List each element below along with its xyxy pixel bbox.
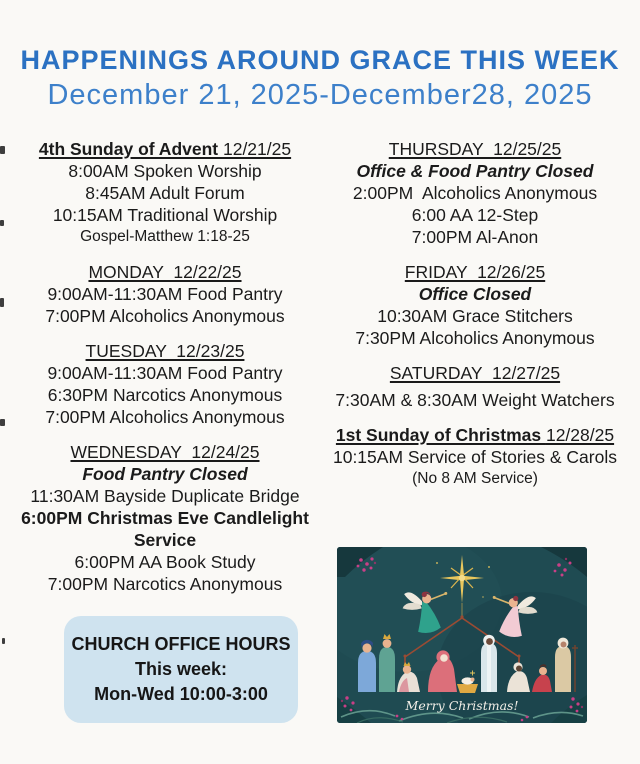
day-block-tuesday — [10, 340, 320, 428]
nativity-scene — [337, 547, 587, 723]
day-date: 12/21/25 — [222, 139, 292, 159]
office-hours-box — [64, 616, 298, 723]
office-hours-title: CHURCH OFFICE HOURS — [71, 634, 291, 654]
schedule-line: 8:45AM Adult Forum — [85, 183, 245, 203]
schedule-line: 9:00AM-11:30AM Food Pantry — [47, 284, 283, 304]
day-heading: WEDNESDAY 12/24/25 — [70, 442, 260, 462]
day-block-saturday — [320, 362, 630, 411]
day-heading: THURSDAY 12/25/25 — [388, 139, 562, 159]
scan-artifact — [0, 419, 5, 426]
day-date: 12/28/25 — [545, 425, 615, 445]
day-name: 1st Sunday of Christmas — [335, 425, 546, 445]
merry-christmas-caption: Merry Christmas! — [405, 698, 519, 713]
day-block-monday — [10, 261, 320, 327]
scan-artifact — [0, 146, 5, 154]
schedule-footnote: Gospel-Matthew 1:18-25 — [80, 228, 250, 245]
schedule-line: 7:00PM Alcoholics Anonymous — [45, 407, 285, 427]
schedule-line: 10:15AM Service of Stories & Carols — [332, 447, 617, 467]
schedule-line: 6:00 AA 12-Step — [411, 205, 539, 225]
schedule-line: 6:30PM Narcotics Anonymous — [47, 385, 283, 405]
schedule-line: 7:30AM & 8:30AM Weight Watchers — [335, 390, 615, 410]
schedule-line: 7:00PM Alcoholics Anonymous — [45, 306, 285, 326]
schedule-footnote: (No 8 AM Service) — [412, 470, 538, 487]
scan-artifact — [0, 298, 4, 307]
schedule-line: 7:00PM Narcotics Anonymous — [47, 574, 283, 594]
schedule-line: 7:00PM Al-Anon — [411, 227, 539, 247]
closure-note: Office & Food Pantry Closed — [356, 161, 594, 181]
schedule-right-column — [320, 138, 630, 608]
day-block-friday — [320, 261, 630, 349]
schedule-line: 2:00PM Alcoholics Anonymous — [352, 183, 598, 203]
day-heading — [10, 138, 320, 160]
schedule-line: 10:15AM Traditional Worship — [52, 205, 278, 225]
closure-note: Office Closed — [418, 284, 532, 304]
day-heading: TUESDAY 12/23/25 — [85, 341, 245, 361]
office-hours-times: Mon-Wed 10:00-3:00 — [94, 684, 268, 704]
day-heading: SATURDAY 12/27/25 — [389, 363, 561, 383]
page-title: HAPPENINGS AROUND GRACE THIS WEEK — [20, 45, 620, 75]
scan-artifact — [0, 220, 4, 226]
day-name: 4th Sunday of Advent — [38, 139, 223, 159]
day-block-wednesday — [10, 441, 320, 595]
day-heading — [320, 424, 630, 446]
schedule-line: 11:30AM Bayside Duplicate Bridge — [30, 486, 300, 506]
scan-artifact — [2, 638, 5, 644]
schedule-line: 8:00AM Spoken Worship — [68, 161, 262, 181]
day-heading: MONDAY 12/22/25 — [88, 262, 242, 282]
schedule-left-column — [10, 138, 320, 608]
day-block-thursday — [320, 138, 630, 248]
day-heading: FRIDAY 12/26/25 — [404, 262, 546, 282]
schedule-line: 7:30PM Alcoholics Anonymous — [355, 328, 595, 348]
day-block-sunday-advent — [10, 138, 320, 248]
nativity-image — [337, 547, 587, 723]
day-block-sunday-christmas — [320, 424, 630, 490]
office-hours-week: This week: — [134, 659, 228, 679]
schedule-line: 10:30AM Grace Stitchers — [377, 306, 573, 326]
closure-note: Food Pantry Closed — [82, 464, 248, 484]
schedule — [0, 138, 640, 608]
schedule-line: 6:00PM Christmas Eve Candlelight Service — [21, 508, 314, 550]
page-subtitle: December 21, 2025-December28, 2025 — [47, 79, 593, 111]
schedule-line: 6:00PM AA Book Study — [74, 552, 256, 572]
schedule-line: 9:00AM-11:30AM Food Pantry — [47, 363, 283, 383]
